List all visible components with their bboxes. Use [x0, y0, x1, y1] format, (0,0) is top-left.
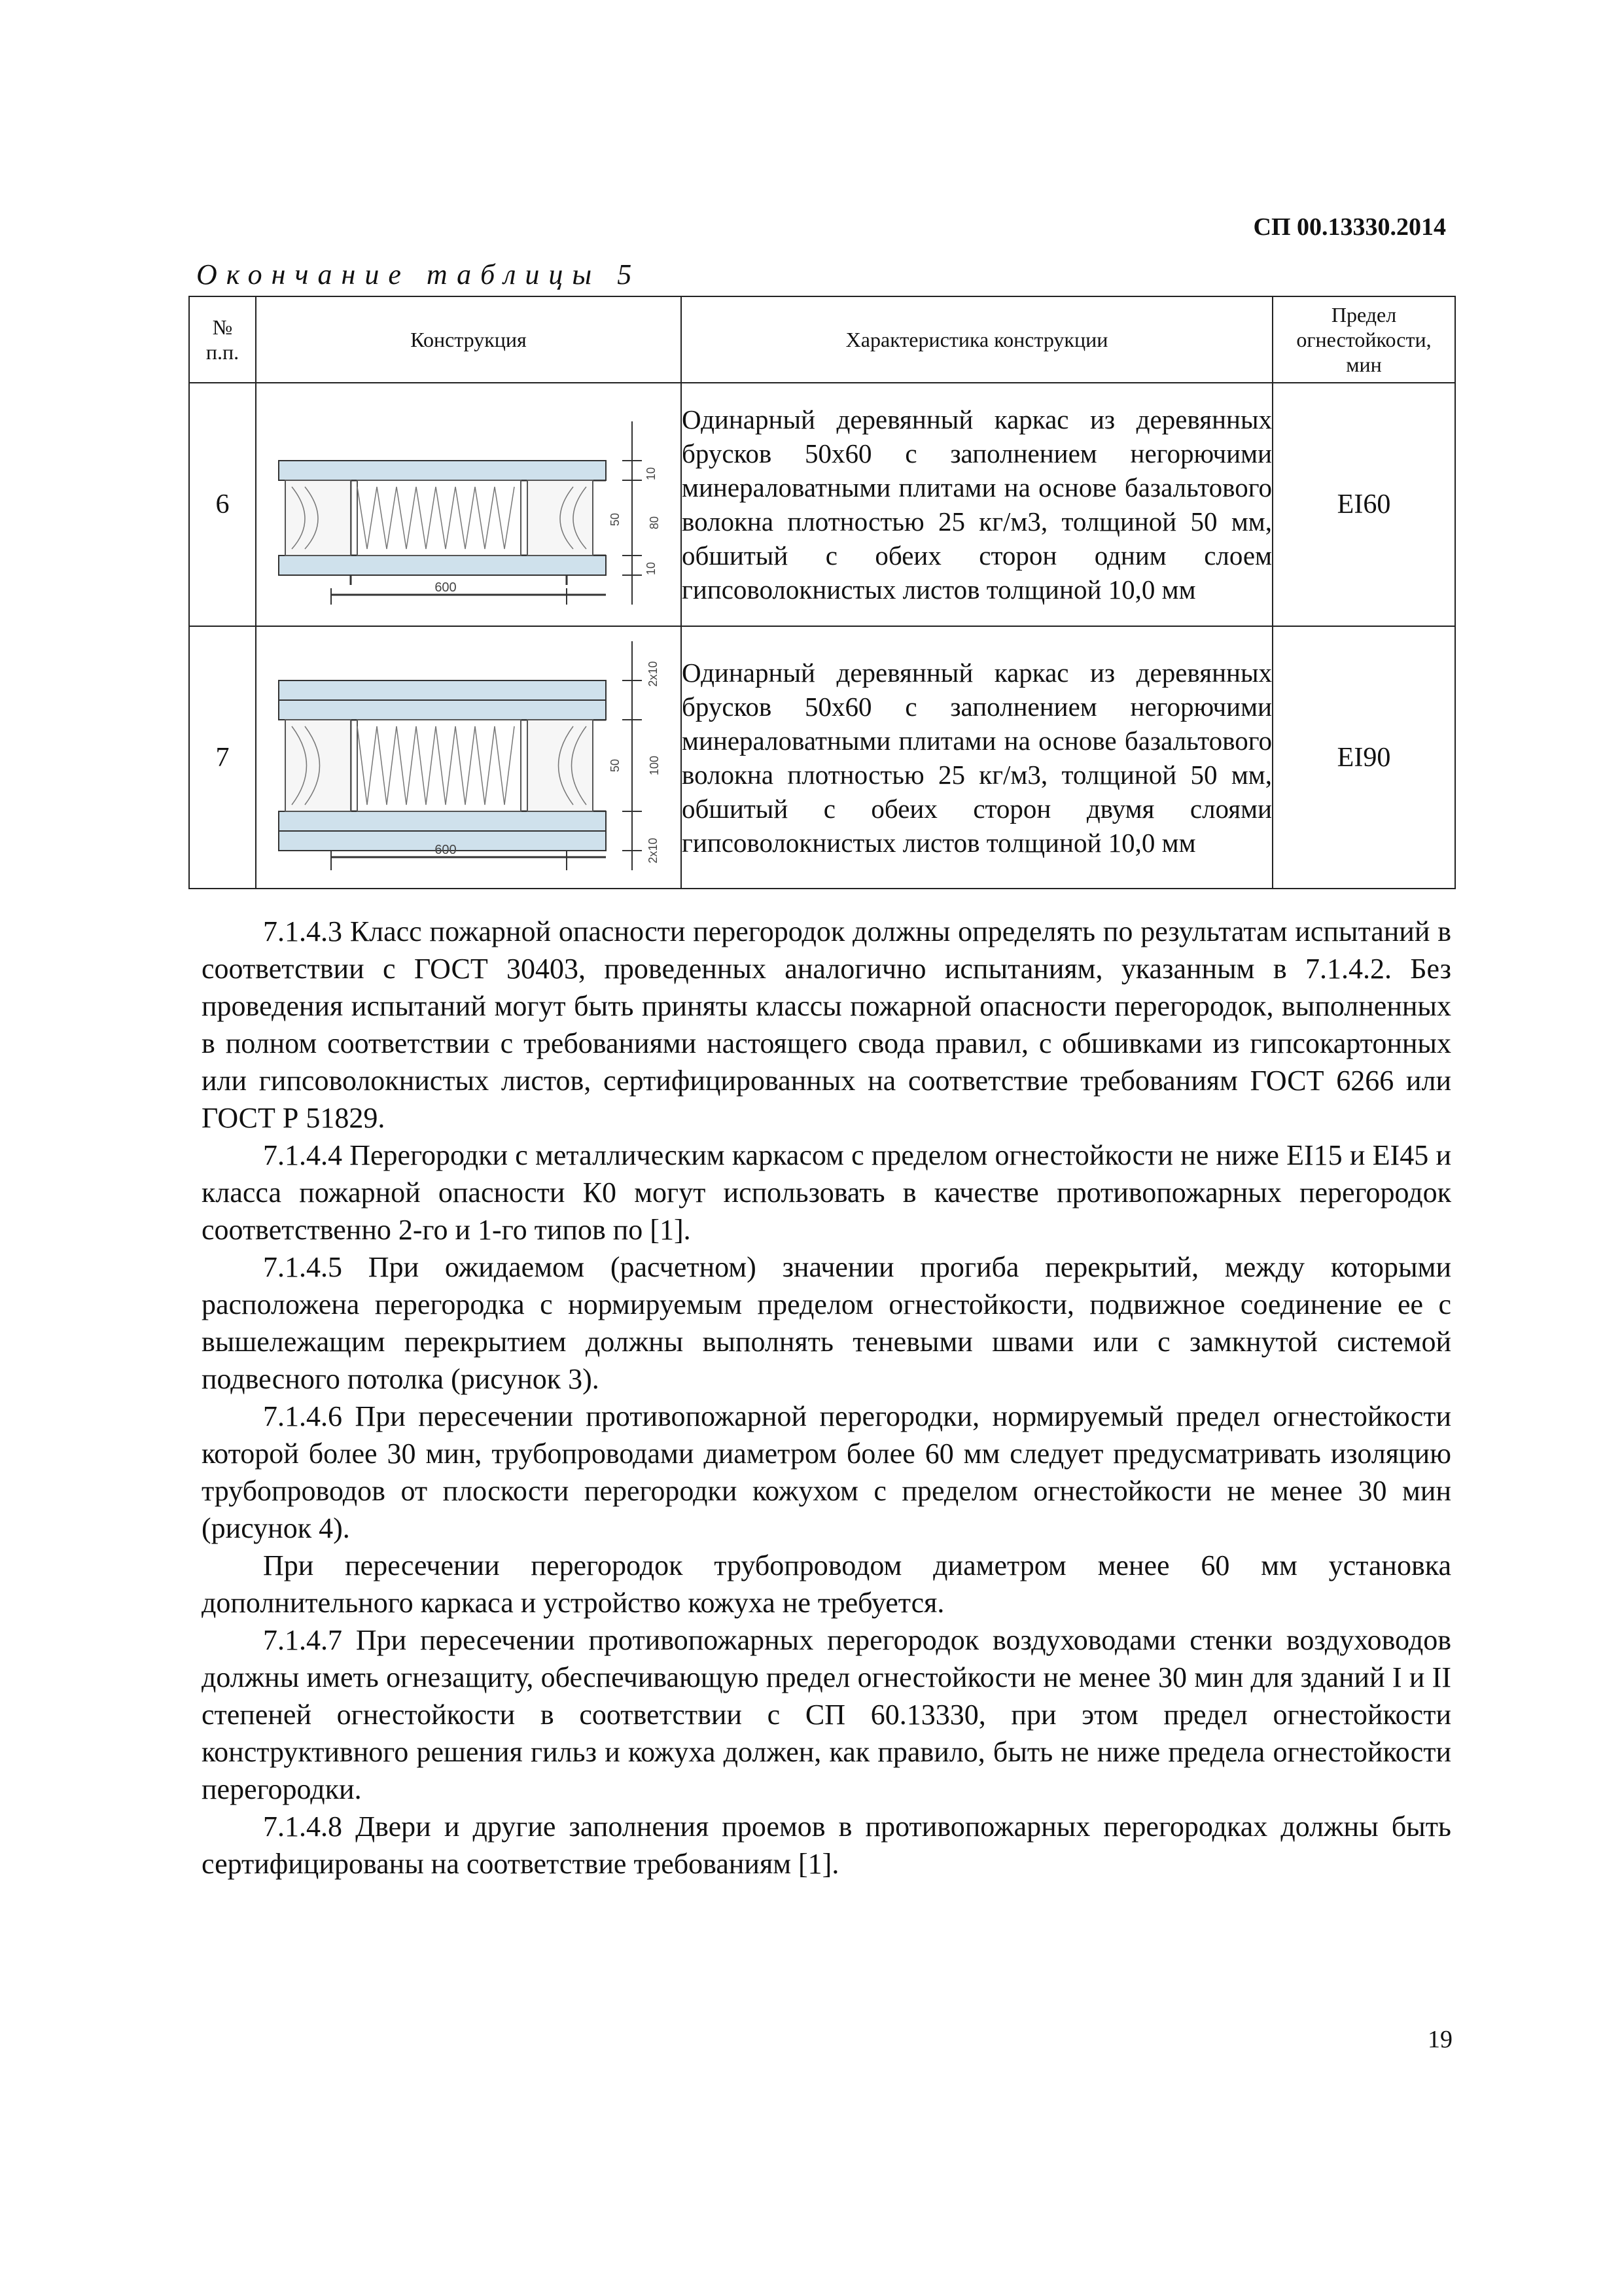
- column-header-number: № п.п.: [189, 296, 256, 383]
- table-caption: Окончание таблицы 5: [196, 258, 641, 291]
- fire-resistance-limit: EI90: [1273, 626, 1455, 889]
- partition-section-drawing-1: [266, 395, 671, 611]
- construction-drawing: [256, 383, 681, 626]
- document-code: СП 00.13330.2014: [1253, 213, 1446, 241]
- column-header-characteristic: Характеристика конструкции: [681, 296, 1273, 383]
- body-text: [202, 913, 1451, 1882]
- paragraph-7-1-4-3: 7.1.4.3 Класс пожарной опасности перегородок должны определять по результатам испытаний в соответствии с ГОСТ 30403, проведенных аналогично испытаниям, указанным в 7.1.4.2. Без проведения испытаний могут быть приняты классы пожарной опасности перегородок, выполненных в полном соответствии с требованиями настоящего свода правил, с обшивками из гипсокартонных или гипсоволокнистых листов, сертифицированных на соответствие требованиям ГОСТ 6266 или ГОСТ Р 51829.: [202, 915, 1451, 1134]
- frame-label: 50: [608, 758, 622, 773]
- construction-drawing: [256, 626, 681, 889]
- total-thickness-label: 80: [648, 516, 661, 529]
- top-layer-label: 2x10: [646, 661, 660, 687]
- top-layer-label: 10: [644, 467, 658, 480]
- fire-resistance-limit: EI60: [1273, 383, 1455, 626]
- partition-section-drawing-2: [266, 635, 671, 877]
- table-header-row: [189, 296, 1455, 383]
- table-row: [189, 383, 1455, 626]
- paragraph-7-1-4-5: 7.1.4.5 При ожидаемом (расчетном) значении прогиба перекрытий, между которыми расположена перегородка с нормируемым пределом огнестойкости, подвижное соединение ее с вышележащим перекрытием должны выполнять теневыми швами или с замкнутой системой подвесного потолка (рисунок 3).: [202, 1251, 1451, 1395]
- table-row: [189, 626, 1455, 889]
- page-number: 19: [1428, 2026, 1453, 2053]
- construction-characteristic: Одинарный деревянный каркас из деревянных брусков 50х60 с заполнением негорючими минераловатными плитами на основе базальтового волокна плотностью 25 кг/м3, толщиной 50 мм, обшитый с обеих сторон одним слоем гипсоволокнистых листов толщиной 10,0 мм: [681, 383, 1273, 626]
- column-header-construction: Конструкция: [256, 296, 681, 383]
- bottom-layer-label: 10: [644, 561, 658, 575]
- paragraph-pipe-note: При пересечении перегородок трубопроводом диаметром менее 60 мм установка дополнительного каркаса и устройство кожуха не требуется.: [202, 1549, 1451, 1619]
- width-label: 600: [434, 843, 457, 857]
- frame-label: 50: [608, 512, 622, 526]
- row-number: 6: [189, 383, 256, 626]
- paragraph-7-1-4-6: 7.1.4.6 При пересечении противопожарной перегородки, нормируемый предел огнестойкости которой более 30 мин, трубопроводами диаметром более 60 мм следует предусматривать изоляцию трубопроводов от плоскости перегородки кожухом с пределом огнестойкости не менее 30 мин (рисунок 4).: [202, 1400, 1451, 1544]
- paragraph-7-1-4-8: 7.1.4.8 Двери и другие заполнения проемов в противопожарных перегородках должны быть сертифицированы на соответствие требованиям [1].: [202, 1810, 1451, 1880]
- row-number: 7: [189, 626, 256, 889]
- column-header-fire-limit: Предел огнестойкости, мин: [1273, 296, 1455, 383]
- total-thickness-label: 100: [648, 755, 661, 776]
- width-label: 600: [434, 580, 457, 595]
- construction-characteristic: Одинарный деревянный каркас из деревянных брусков 50х60 с заполнением негорючими минераловатными плитами на основе базальтового волокна плотностью 25 кг/м3, толщиной 50 мм, обшитый с обеих сторон двумя слоями гипсоволокнистых листов толщиной 10,0 мм: [681, 626, 1273, 889]
- bottom-layer-label: 2x10: [646, 838, 660, 864]
- paragraph-7-1-4-7: 7.1.4.7 При пересечении противопожарных перегородок воздуховодами стенки воздуховодов должны иметь огнезащиту, обеспечивающую предел огнестойкости не менее 30 мин для зданий I и II степеней огнестойкости в соответствии с СП 60.13330, при этом предел огнестойкости конструктивного решения гильз и кожуха должен, как правило, быть не ниже предела огнестойкости перегородки.: [202, 1624, 1451, 1805]
- table-5: [188, 296, 1456, 889]
- paragraph-7-1-4-4: 7.1.4.4 Перегородки с металлическим каркасом с пределом огнестойкости не ниже EI15 и EI45 и класса пожарной опасности К0 могут использовать в качестве противопожарных перегородок соответственно 2-го и 1-го типов по [1].: [202, 1139, 1451, 1246]
